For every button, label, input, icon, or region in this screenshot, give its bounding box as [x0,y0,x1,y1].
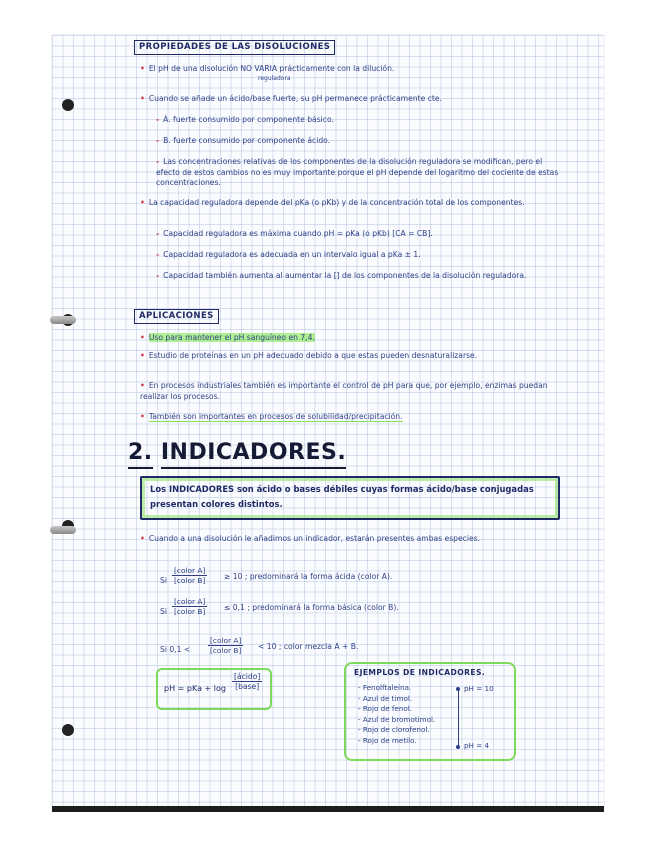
binder-hole [62,99,74,111]
note-sub-line: - B. fuerte consumido por componente ácido. [156,136,331,145]
note-line: • Estudio de proteínas en un pH adecuado debido a que estas pueden desnaturalizarse. [140,351,478,360]
example-item: - Rojo de clorofenol. [358,725,430,734]
fraction: [color A] [color B] [173,597,206,616]
binder-ring [50,526,76,534]
rule-text: ≥ 10 ; predominará la forma ácida (color A). [224,572,393,581]
ph-high-label: pH = 10 [464,684,494,693]
notebook-page [52,35,604,810]
section-title-aplicaciones: APLICACIONES [134,309,219,324]
ph-scale-dot [456,687,460,691]
formula-lhs: pH = pKa + log [164,684,226,693]
rule-text: ≤ 0,1 ; predominará la forma básica (color B). [224,603,399,612]
note-annotation: reguladora [258,75,291,82]
note-sub-line: - Capacidad también aumenta al aumentar la [] de los componentes de la disolución reguladora. [156,271,527,280]
note-line: • La capacidad reguladora depende del pKa (o pKb) y de la concentración total de los componentes. [140,198,525,207]
note-line: • Cuando se añade un ácido/base fuerte, su pH permanece prácticamente cte. [140,94,442,103]
example-item: - Azul de bromotimol. [358,714,436,724]
ph-scale-line [458,689,459,747]
example-item: - Azul de timol. [358,693,413,703]
ph-scale-dot [456,745,460,749]
note-line: • Cuando a una disolución le añadimos un indicador, estarán presentes ambas especies. [140,534,480,543]
note-line: • En procesos industriales también es importante el control de pH para que, por ejemplo, enzimas puedan realizar los procesos. [140,381,548,401]
ph-low-label: pH = 4 [464,741,490,750]
note-line: • También son importantes en procesos de solubilidad/precipitación. [140,412,403,421]
examples-list [358,683,435,746]
rule-text: < 10 ; color mezcla A + B. [258,642,359,651]
fraction: [color A] [color B] [209,636,242,655]
note-sub-line: - Á. fuerte consumido por componente básico. [156,115,334,124]
rule-prefix: Si 0,1 < [160,645,191,654]
examples-title: EJEMPLOS DE INDICADORES. [354,668,486,677]
fraction: [color A] [color B] [173,566,206,585]
binder-hole [62,724,74,736]
note-sub-line: - Las concentraciones relativas de los componentes de la disolución reguladora se modifican, pero el efecto de estos cambios no es muy importante porque el pH depende del logaritmo del cociente de estas concentraciones. [156,157,559,187]
examples-box [344,662,516,761]
note-line: • El pH de una disolución NO VARIA prácticamente con la dilución. [140,64,395,73]
note-sub-line: - Capacidad reguladora es máxima cuando pH = pKa (o pKb) [CA = CB]. [156,229,433,238]
formula-fraction: [ácido] [base] [234,672,261,691]
note-line: • Uso para mantener el pH sanguíneo en 7,4. [140,333,315,342]
rule-prefix: Si [160,607,167,616]
section-heading-indicadores: 2. INDICADORES. [128,440,346,465]
example-item: - Rojo de fenol. [358,704,413,713]
henderson-formula-box [156,668,272,710]
example-item: - Rojo de metilo. [358,735,417,745]
note-sub-line: - Capacidad reguladora es adecuada en un intervalo igual a pKa ± 1. [156,250,421,259]
example-item: - Fenolftaleína. [358,683,412,692]
definition-text: Los INDICADORES son ácido o bases débiles cuyas formas ácido/base conjugadas presentan colores distintos. [150,484,534,509]
page-shadow [52,806,604,812]
rule-prefix: Si [160,576,167,585]
binder-ring [50,316,76,324]
section-title-propiedades: PROPIEDADES DE LAS DISOLUCIONES [134,40,335,55]
definition-box [140,476,560,520]
